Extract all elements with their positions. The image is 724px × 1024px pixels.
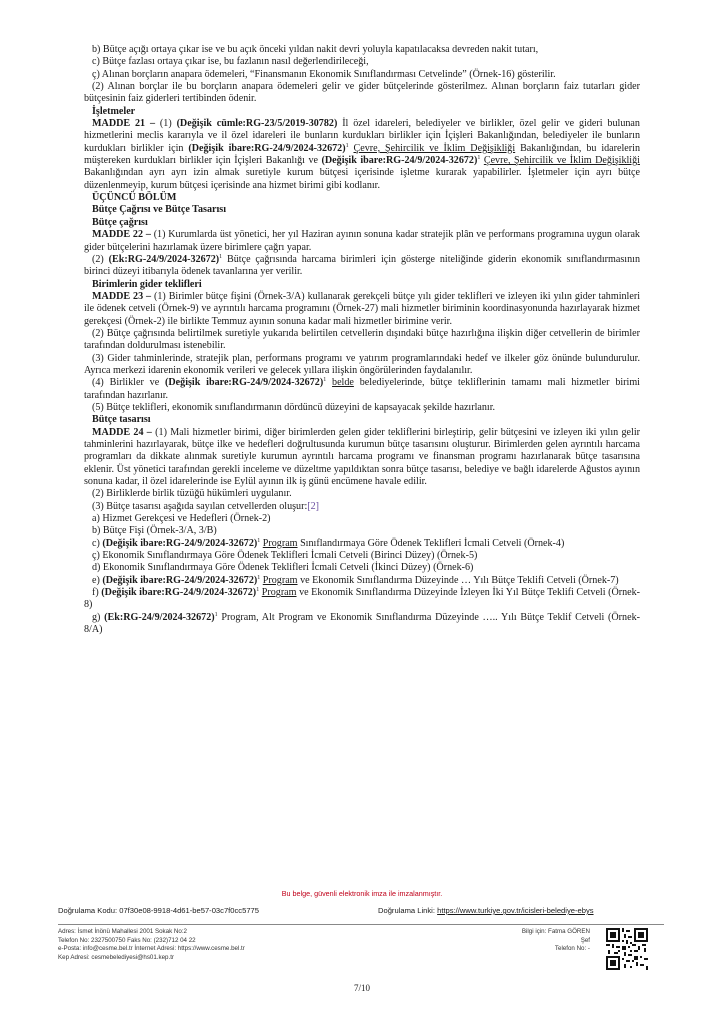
- list-item: [84, 513, 640, 525]
- footer-contact-person: [462, 928, 590, 954]
- text: d) Ekonomik Sınıflandırmaya Göre Ödenek Teklifleri İcmali Cetveli (İkinci Düzey) (Örnek-6): [92, 562, 474, 574]
- footnote-mark: 1: [345, 142, 349, 149]
- paragraph: [84, 56, 640, 68]
- amended-text: Çevre, Şehircilik ve İklim Değişikliği: [353, 142, 516, 154]
- amendment-note: (Değişik ibare:RG-24/9/2024-32672): [101, 587, 257, 599]
- text: (2) Bütçe çağrısında belirtilmek suretiyle yukarıda belirtilen cetvellerin dışındaki bütçe hazırlığına ilişkin diğer cetvellerin de birimler tarafından doldurulması istenebilir.: [84, 327, 640, 352]
- amendment-note: (Değişik ibare:RG-24/9/2024-32672): [188, 142, 346, 154]
- footer-contact: [58, 928, 358, 962]
- page-number: 7/10: [353, 983, 370, 993]
- text: f): [92, 587, 99, 599]
- text: Sınıflandırmaya Göre Ödenek Teklifleri İcmali Cetveli (Örnek-4): [300, 537, 565, 549]
- amendment-note: (Değişik ibare:RG-24/9/2024-32672): [321, 155, 478, 167]
- text: Program, Alt Program ve Ekonomik Sınıflandırma Düzeyinde ….. Yılı Bütçe Teklif Cetveli (Örnek-8/A): [84, 611, 640, 636]
- section-heading-isletmeler: İşletmeler: [92, 105, 136, 117]
- footnote-mark: 1: [214, 611, 218, 618]
- article-23: [84, 291, 640, 328]
- text: (1) Kurumlarda üst yönetici, her yıl Haziran ayının sonuna kadar stratejik plân ve performans programına uygun olarak gider bütçelerini hazırlamak üzere birimlere çağrı yapar.: [84, 229, 640, 253]
- text: ç) Ekonomik Sınıflandırmaya Göre Ödenek Teklifleri İcmali Cetveli (Birinci Düzey) (Örnek-5): [92, 550, 478, 562]
- text: Bakanlığından, bu idarelerin müştereken kurdukları birlikler için İçişleri Bakanlığı ve: [84, 142, 640, 167]
- phone: Telefon No: 2327500750 Faks No: (232)712 04 22: [58, 936, 196, 944]
- amended-text: belde: [332, 377, 354, 389]
- amendment-note: (Ek:RG-24/9/2024-32672): [104, 611, 215, 623]
- document-body: [84, 44, 640, 637]
- paragraph: [84, 81, 640, 106]
- text: (1): [159, 118, 172, 130]
- footnote-mark: 1: [477, 155, 481, 162]
- paragraph: [84, 501, 640, 513]
- paragraph: [84, 254, 640, 279]
- text: belediyelerinde, bütçe tekliflerinin tamamı mali hizmetler birimi tarafından hazırlanır.: [84, 377, 640, 401]
- chapter-heading: ÜÇÜNCÜ BÖLÜM: [92, 192, 177, 204]
- list-item: [84, 587, 640, 612]
- section-heading-butce-tasarisi: Bütçe tasarısı: [92, 414, 151, 426]
- contact-person: Bilgi için: Fatma GÖREN: [521, 928, 590, 935]
- text: (2) Birliklerde birlik tüzüğü hükümleri uygulanır.: [92, 488, 292, 500]
- text: c): [92, 537, 100, 549]
- section-heading-butce-cagrisi: Bütçe çağrısı: [92, 216, 148, 228]
- text: e): [92, 574, 100, 586]
- text: ve Ekonomik Sınıflandırma Düzeyinde İzleyen İki Yıl Bütçe Teklifi Cetveli (Örnek-8): [84, 587, 641, 611]
- amended-text: Program: [262, 537, 298, 549]
- chapter-title: Bütçe Çağrısı ve Bütçe Tasarısı: [92, 204, 227, 216]
- text: ç) Alınan borçların anapara ödemeleri, “Finansmanın Ekonomik Sınıflandırması Cetvelinde” (Örnek-16) gösterilir.: [92, 68, 556, 80]
- label: Doğrulama Linki:: [378, 906, 435, 915]
- article-title: MADDE 23 –: [92, 290, 152, 302]
- contact-title: Şef: [580, 936, 590, 944]
- article-24: [84, 427, 640, 489]
- text: b) Bütçe Fişi (Örnek-3/A, 3/B): [92, 525, 217, 537]
- list-item: [84, 550, 640, 562]
- text: Bütçe çağrısında harcama birimleri için gösterge niteliğinde giderin ekonomik sınıflandırmasının birinci düzeyi itibarıyla ödenek tavanlarına yer verilir.: [84, 253, 641, 278]
- article-title: MADDE 24 –: [92, 426, 152, 438]
- email: e-Posta: info@cesme.bel.tr İnternet Adresi: https://www.cesme.bel.tr: [58, 945, 245, 953]
- article-title: MADDE 21 –: [92, 118, 156, 130]
- amendment-note: (Değişik ibare:RG-24/9/2024-32672): [165, 377, 324, 389]
- paragraph: [84, 328, 640, 353]
- paragraph: [84, 353, 640, 378]
- section-heading-gider-teklifleri: Birimlerin gider teklifleri: [92, 278, 202, 290]
- text: (1) Mali hizmetler birimi, diğer birimlerden gelen gider tekliflerini birleştirip, gelir bütçesini ve izleyen iki yılın gelir tahminlerini hazırlayarak, bütçe ilke ve hedefleri doğrultusunda kurumun bütçe tasarısını oluşturur. Birimlerden gelen ayrıntılı harcama programları da dikkate alınmak suretiyle kurumun ayrıntılı harcama programı ve finansman programı hazırlanarak bütçe tasarısına eklenir. Üst yönetici tarafından gerekli inceleme ve düzeltme yapıldıktan sonra bütçe tasarısı, belediye ve bağlı idarelerde Ağustos ayının sonuna kadar, il özel idarelerinde ise Eylül ayının ilk iş günü encümene havale edilir.: [84, 426, 640, 488]
- kep-address: Kep Adresi: cesmebelediyesi@hs01.kep.tr: [58, 953, 174, 961]
- reference-link[interactable]: [2]: [307, 500, 320, 512]
- text: (5) Bütçe teklifleri, ekonomik sınıflandırmanın dördüncü düzeyini de kapsayacak şekilde hazırlanır.: [92, 401, 496, 413]
- address: Adres: İsmet İnönü Mahallesi 2001 Sokak No:2: [58, 928, 187, 935]
- article-22: [84, 229, 640, 254]
- text: Bakanlığından ayrı ayrı izin almak suretiyle kurum bütçesi içerisinde işletme kurarak yapabilirler. İşletmeler için ayrı bütçe düzenlenmeyip, kurum bütçesi içerisinde ana hizmet birimi gibi kodlanır.: [84, 167, 640, 191]
- text: (2): [92, 253, 104, 265]
- list-item: [84, 612, 640, 637]
- verification-url[interactable]: https://www.turkiye.gov.tr/icisleri-belediye-ebys: [437, 906, 594, 915]
- article-title: MADDE 22 –: [92, 229, 151, 241]
- text: (1) Birimler bütçe fişini (Örnek-3/A) kullanarak gerekçeli bütçe yılı gider teklifleri ve izleyen iki yılın gider tahminleri ile ödenek cetveli (Örnek-9) ve ayrıntılı harcama programını (Örnek-27) mali hizmetler biriminin koordinasyonunda hazırlayarak hizmet gerekçesi (Örnek-2) ile birlikte Temmuz ayının sonuna kadar mali hizmetler birimine verir.: [84, 290, 640, 327]
- amended-text: Program: [262, 574, 298, 586]
- text: İl özel idareleri, belediyeler ve birlikler, özel gelir ve gideri bulunan hizmetlerini meclis kararıyla ve il özel idareleri ile bunların kurdukları birlikler için İçişleri Bakanlığından, belediyeler ile bunların kurdukları birlikler için: [84, 118, 640, 154]
- text: a) Hizmet Gerekçesi ve Hedefleri (Örnek-2): [92, 513, 271, 525]
- text: (4) Birlikler ve: [92, 377, 160, 389]
- text: c) Bütçe fazlası ortaya çıkar ise, bu fazlanın nasıl değerlendirileceği,: [92, 56, 369, 68]
- footnote-mark: 1: [257, 537, 261, 544]
- paragraph: [84, 69, 640, 81]
- footnote-mark: 1: [323, 377, 327, 384]
- text: (3) Gider tahminlerinde, stratejik plan, performans programı ve yatırım programlarındaki hedef ve ilkeler göz önünde bulundurulur. Ayrıca merkezi idarenin ekonomik verileri ve gelecek yıllara ilişkin öngörülerinden faydalanılır.: [84, 352, 640, 376]
- footnote-mark: 1: [219, 253, 223, 260]
- list-item: [84, 538, 640, 550]
- amendment-note: (Değişik ibare:RG-24/9/2024-32672): [102, 537, 258, 549]
- amendment-note: (Ek:RG-24/9/2024-32672): [108, 253, 220, 265]
- article-21: [84, 118, 640, 192]
- contact-phone: Telefon No: -: [554, 945, 590, 953]
- footer-divider: [58, 924, 664, 925]
- paragraph: [84, 44, 640, 56]
- verification-code: [58, 906, 259, 915]
- label: Doğrulama Kodu:: [58, 906, 118, 915]
- text: (3) Bütçe tasarısı aşağıda sayılan cetvellerden oluşur:: [92, 500, 308, 512]
- text: (2) Alınan borçlar ile bu borçların anapara ödemeleri gelir ve gider bütçelerinde gösterilmez. Alınan borçların faiz tutarları gider bütçesinin faiz giderleri tertibinden ödenir.: [84, 81, 640, 105]
- amendment-note: (Değişik ibare:RG-24/9/2024-32672): [102, 574, 258, 586]
- amendment-note: (Değişik cümle:RG-23/5/2019-30782): [176, 118, 338, 130]
- amended-text: Çevre, Şehircilik ve İklim Değişikliği: [483, 155, 640, 167]
- verification-link: [378, 906, 594, 915]
- text: ve Ekonomik Sınıflandırma Düzeyinde … Yılı Bütçe Teklifi Cetveli (Örnek-7): [300, 574, 619, 586]
- footnote-mark: 1: [256, 587, 260, 594]
- text: b) Bütçe açığı ortaya çıkar ise ve bu açık önceki yıldan nakit devri yoluyla kapatılacaksa devreden nakit tutarı,: [92, 44, 539, 55]
- paragraph: [84, 402, 640, 414]
- paragraph: [84, 488, 640, 500]
- e-signature-notice: Bu belge, güvenli elektronik imza ile imzalanmıştır.: [281, 889, 443, 898]
- list-item: [84, 575, 640, 587]
- qr-code-icon: [606, 928, 648, 970]
- list-item: [84, 562, 640, 574]
- list-item: [84, 525, 640, 537]
- amended-text: Program: [261, 587, 297, 599]
- code-value: 07f30e08-9918-4d61-be57-03c7f0cc5775: [119, 906, 259, 915]
- paragraph: [84, 377, 640, 402]
- footnote-mark: 1: [257, 574, 261, 581]
- text: g): [92, 611, 101, 623]
